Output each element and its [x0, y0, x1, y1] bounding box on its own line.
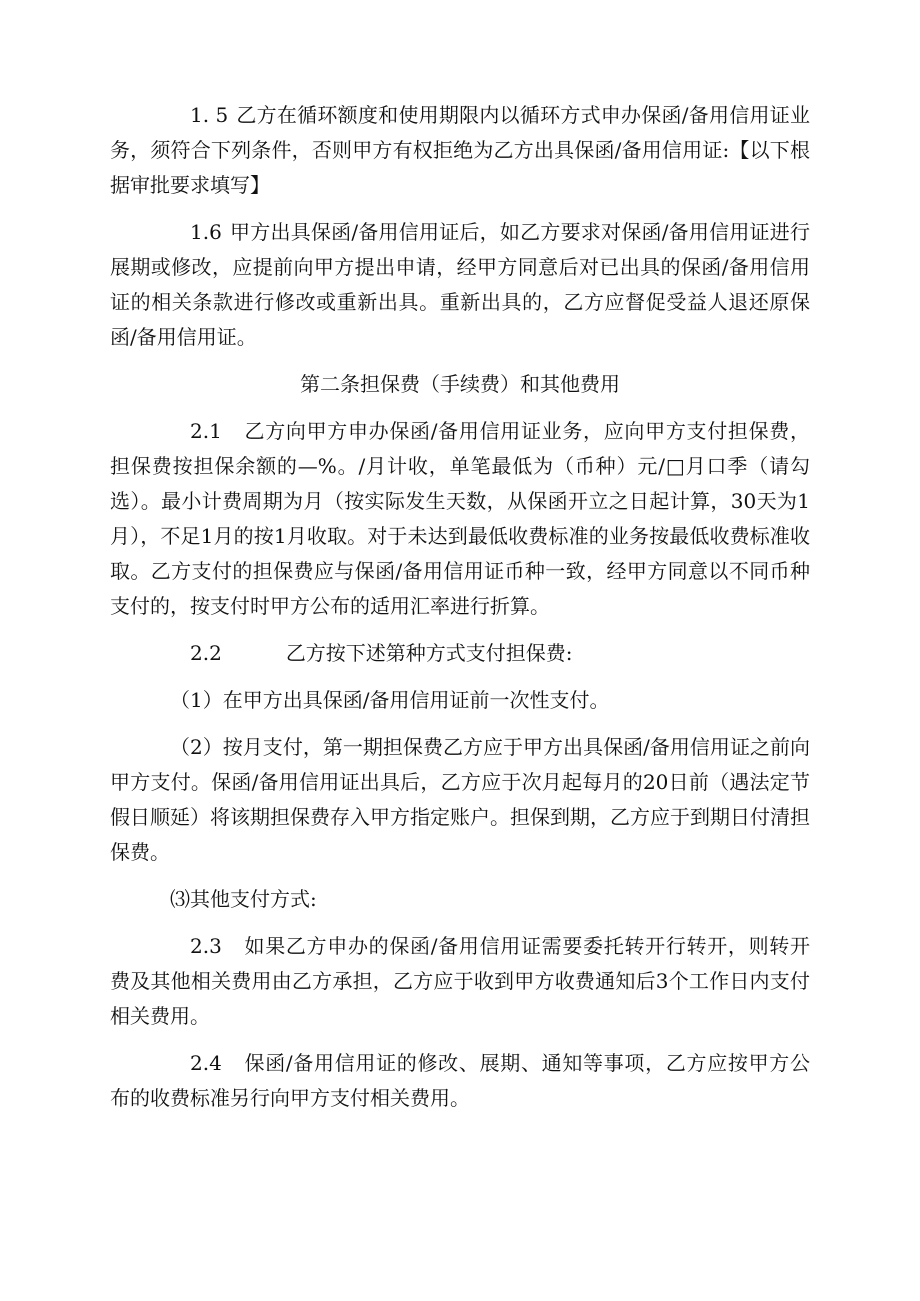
clause-text: 乙方在循环额度和使用期限内以循环方式申办保函/备用信用证业务，须符合下列条件，否则甲方有权拒绝为乙方出具保函/备用信用证:【以下根据审批要求填写】 [110, 103, 810, 197]
clause-2-4 [110, 1046, 810, 1116]
payment-option-2: （2）按月支付，第一期担保费乙方应于甲方出具保函/备用信用证之前向甲方支付。保函/备用信用证出具后，乙方应于次月起每月的20日前（遇法定节假日顺延）将该期担保费存入甲方指定账户。担保到期，乙方应于到期日付清担保费。 [110, 735, 810, 864]
clause-number: 2.4 [190, 1051, 222, 1075]
clause-number: 2.1 [190, 419, 222, 443]
clause-1-5 [110, 98, 810, 203]
clause-text: 保函/备用信用证的修改、展期、通知等事项，乙方应按甲方公布的收费标准另行向甲方支付相关费用。 [110, 1051, 810, 1110]
payment-option-1: （1）在甲方出具保函/备用信用证前一次性支付。 [170, 688, 610, 712]
clause-number: 2.2 [190, 641, 222, 665]
clause-text: 乙方按下述第种方式支付担保费: [285, 641, 573, 665]
clause-2-2 [110, 636, 810, 671]
clause-2-3 [110, 929, 810, 1034]
clause-text: 如果乙方申办的保函/备用信用证需要委托转开行转开，则转开费及其他相关费用由乙方承担，乙方应于收到甲方收费通知后3个工作日内支付相关费用。 [110, 934, 810, 1028]
clause-1-6 [110, 215, 810, 355]
clause-number: 1. 5 [190, 103, 229, 127]
clause-text: 乙方向甲方申办保函/备用信用证业务，应向甲方支付担保费，担保费按担保余额的—%。/月计收，单笔最低为（币种）元/□月口季（请勾选）。最小计费周期为月（按实际发生天数，从保函开立之日起计算，30天为1月），不足1月的按1月收取。对于未达到最低收费标准的业务按最低收费标准收取。乙方支付的担保费应与保函/备用信用证币种一致，经甲方同意以不同币种支付的，按支付时甲方公布的适用汇率进行折算。 [110, 419, 810, 618]
clause-number: 2.3 [190, 934, 222, 958]
clause-2-1 [110, 414, 810, 624]
payment-option-3: ⑶其他支付方式: [170, 887, 317, 911]
clause-number: 1.6 [190, 220, 222, 244]
clause-text: 甲方出具保函/备用信用证后，如乙方要求对保函/备用信用证进行展期或修改，应提前向甲方提出申请，经甲方同意后对已出具的保函/备用信用证的相关条款进行修改或重新出具。重新出具的，乙方应督促受益人退还原保函/备用信用证。 [110, 220, 810, 349]
section-heading: 第二条担保费（手续费）和其他费用 [300, 372, 620, 396]
